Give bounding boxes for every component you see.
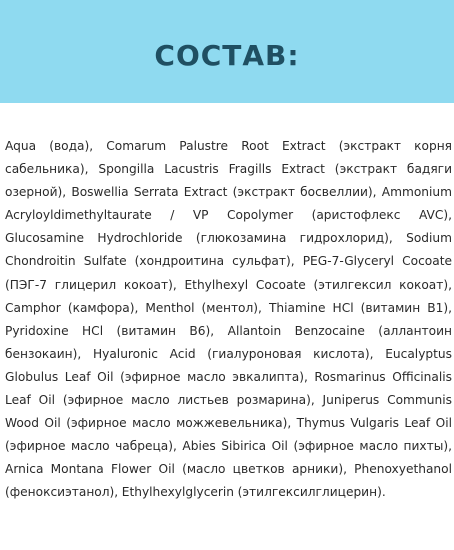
header-banner — [0, 0, 454, 103]
page-title: СОСТАВ: — [154, 39, 300, 72]
composition-text: Aqua (вода), Comarum Palustre Root Extract (экстракт корня сабельника), Spongilla Lacustris Fragills Extract (экстракт бадяги озерной), Boswellia Serrata Extract (экстракт босвеллии), Ammonium Acryloyldimethyltaurate / VP Copolymer (аристофлекс AVC), Glucosamine Hydrochloride (глюкозамина гидрохлорид), Sodium Chondroitin Sulfate (хондроитина сульфат), PEG-7-Glyceryl Cocoate (ПЭГ-7 глицерил кокоат), Ethylhexyl Cocoate (этилгексил кокоат), Camphor (камфора), Menthol (ментол), Thiamine HCl (витамин В1), Pyridoxine HCl (витамин В6), Allantoin Benzocaine (аллантоин бензокаин), Hyaluronic Acid (гиалуроновая кислота), Eucalyptus Globulus Leaf Oil (эфирное масло эвкалипта), Rosmarinus Officinalis Leaf Oil (эфирное масло листьев розмарина), Juniperus Communis Wood Oil (эфирное масло можжевельника), Thymus Vulgaris Leaf Oil (эфирное масло чабреца), Abies Sibirica Oil (эфирное масло пихты), Arnica Montana Flower Oil (масло цветков арники), Phenoxyethanol (феноксиэтанол), Ethylhexylglycerin (этилгексилглицерин). — [5, 139, 452, 500]
